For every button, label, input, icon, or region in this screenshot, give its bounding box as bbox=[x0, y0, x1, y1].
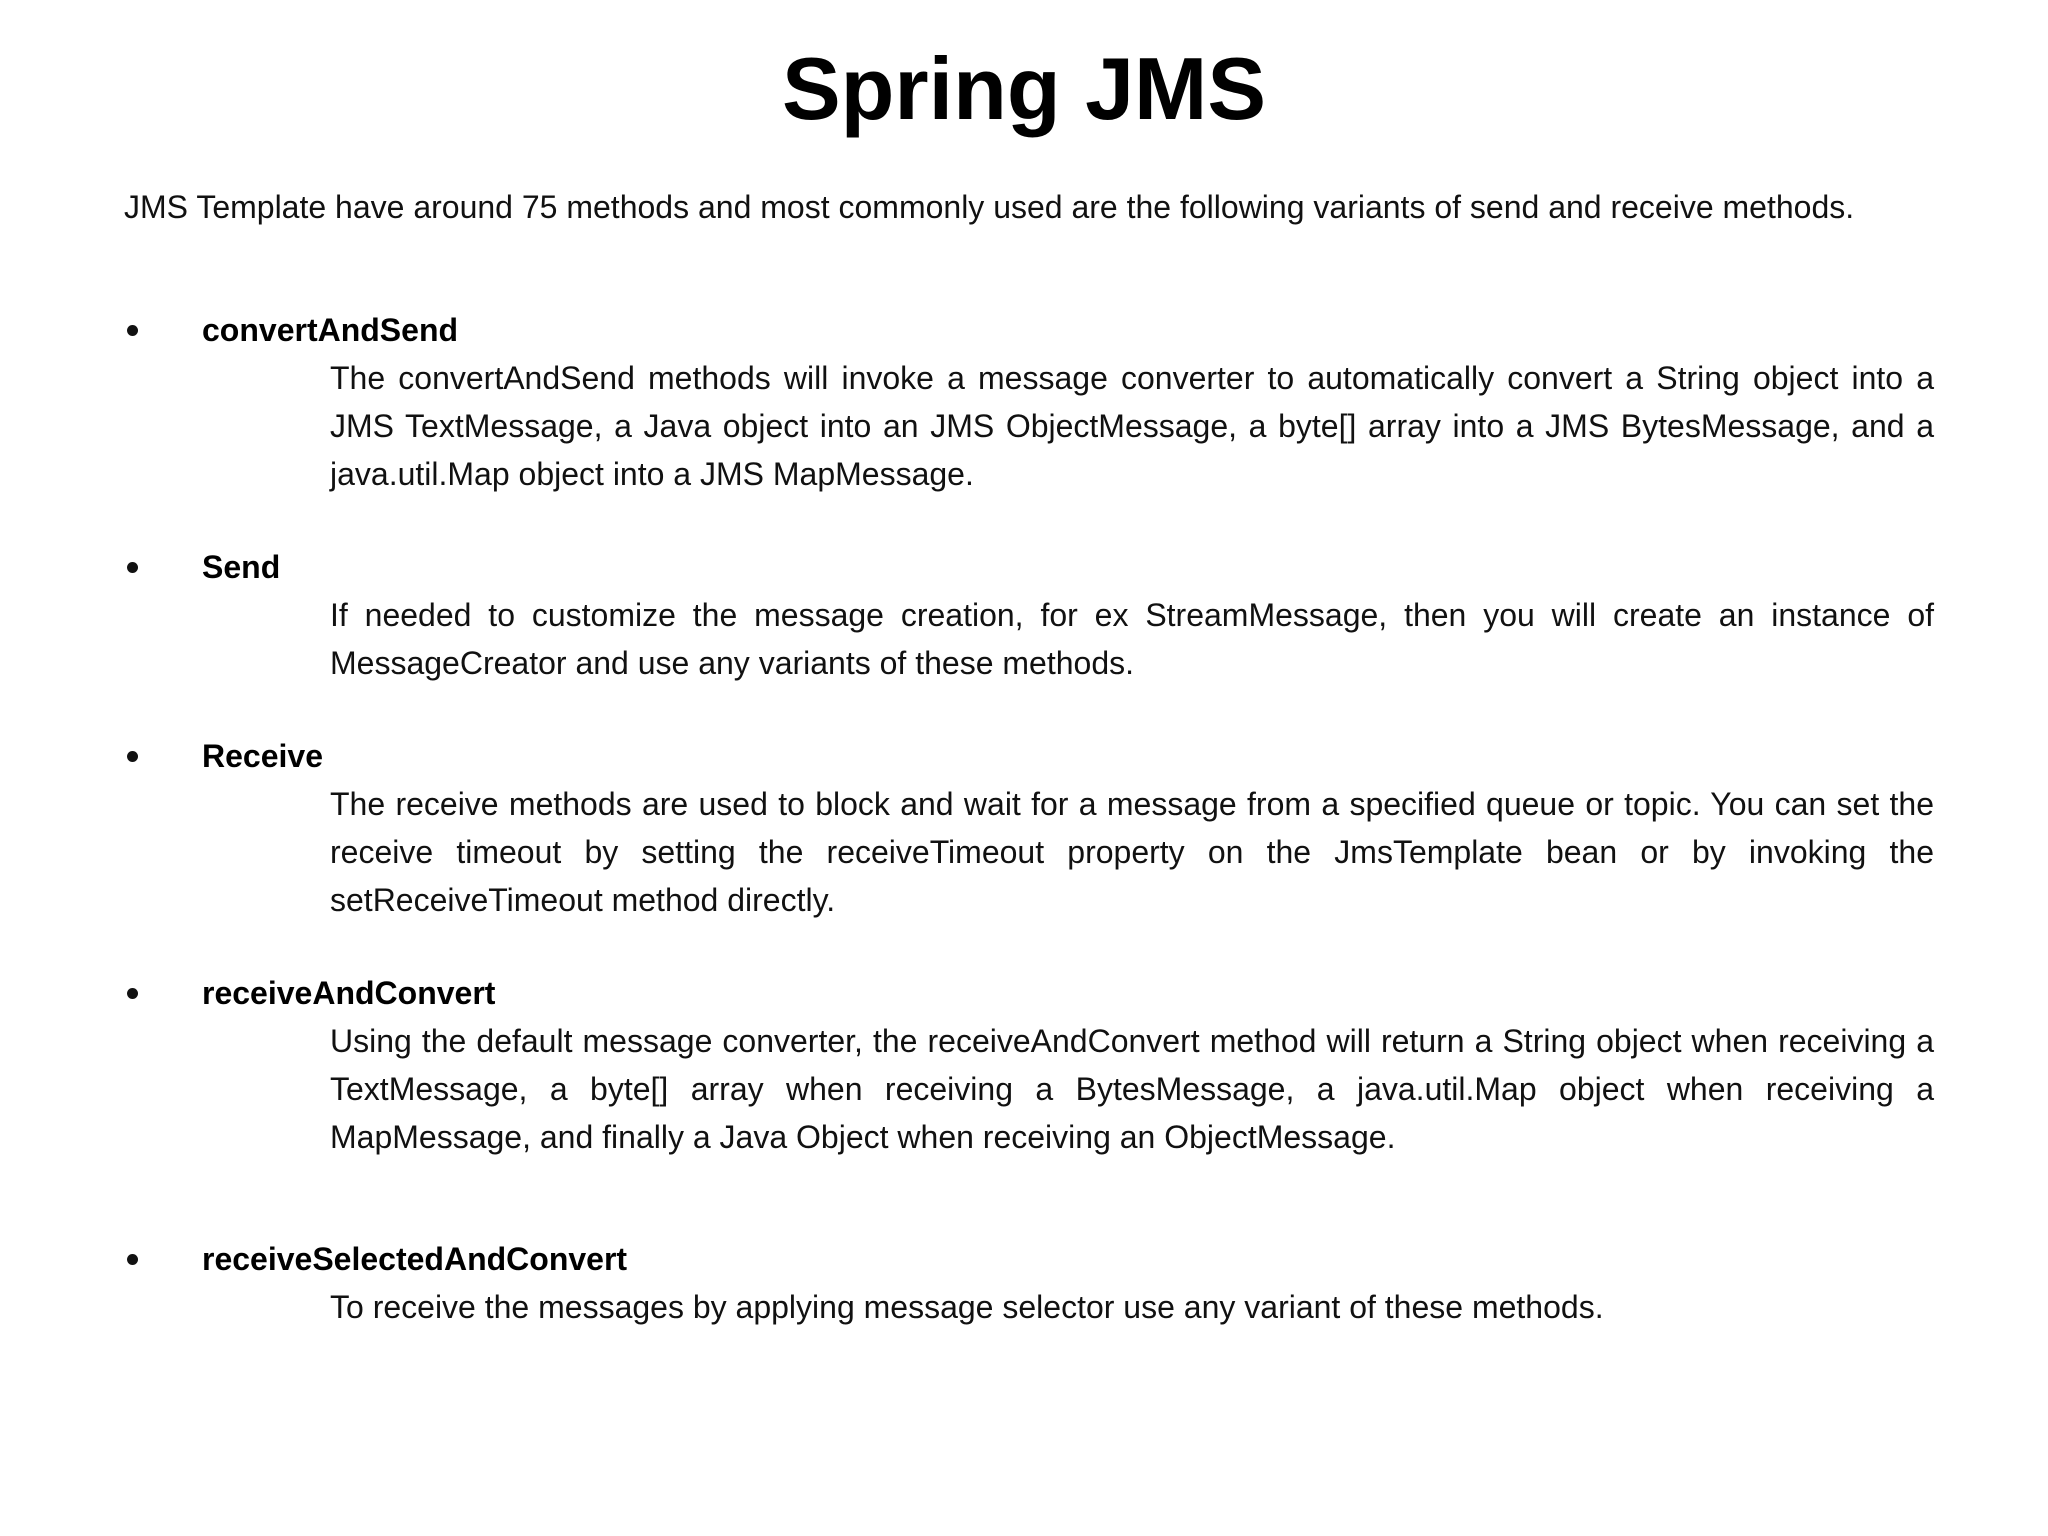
method-name: Receive bbox=[202, 738, 323, 774]
method-description: Using the default message converter, the receiveAndConvert method will return a String object when receiving a TextMessage, a byte[] array when receiving a BytesMessage, a java.util.Map object when receiving a MapMessage, and finally a Java Object when receiving an ObjectMessage. bbox=[330, 1023, 1934, 1155]
method-name: receiveAndConvert bbox=[202, 975, 496, 1011]
method-name: Send bbox=[202, 549, 281, 585]
method-name: convertAndSend bbox=[202, 312, 459, 348]
list-item-receive bbox=[124, 732, 1934, 924]
method-list bbox=[124, 306, 1934, 1331]
list-item-send bbox=[124, 543, 1934, 687]
list-item-receive-and-convert bbox=[124, 969, 1934, 1161]
list-item-receive-selected-and-convert bbox=[124, 1235, 1934, 1331]
method-description: The convertAndSend methods will invoke a message converter to automatically convert a String object into a JMS TextMessage, a Java object into an JMS ObjectMessage, a byte[] array into a JMS BytesMessage, and a java.util.Map object into a JMS MapMessage. bbox=[330, 360, 1934, 492]
method-description: The receive methods are used to block and wait for a message from a specified queue or topic. You can set the receive timeout by setting the receiveTimeout property on the JmsTemplate bean or by invoking the setReceiveTimeout method directly. bbox=[330, 786, 1934, 918]
method-name: receiveSelectedAndConvert bbox=[202, 1241, 628, 1277]
page-title: Spring JMS bbox=[781, 39, 1267, 138]
method-description: If needed to customize the message creation, for ex StreamMessage, then you will create an instance of MessageCreator and use any variants of these methods. bbox=[330, 597, 1934, 681]
method-description: To receive the messages by applying message selector use any variant of these methods. bbox=[330, 1289, 1604, 1325]
list-item-convert-and-send bbox=[124, 306, 1934, 498]
intro-paragraph: JMS Template have around 75 methods and most commonly used are the following variants of send and receive methods. bbox=[124, 189, 1855, 225]
